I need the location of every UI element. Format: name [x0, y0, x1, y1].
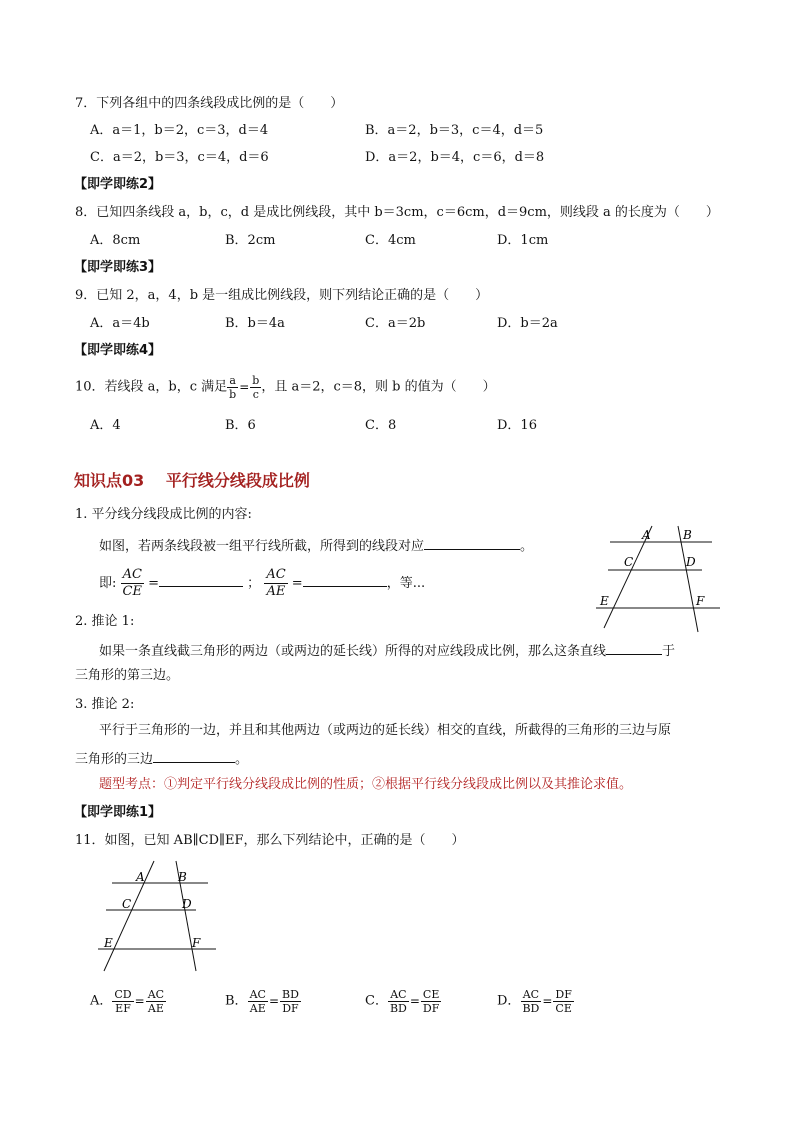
answer-blank[interactable]: [153, 750, 235, 763]
question-10-stem: 10．若线段 a，b，c 满足 $\frac{a}{b}$ = $\frac{b}{c}$ ，且 a＝2，c＝8，则 b 的值为（ ）: [75, 373, 496, 401]
answer-blank[interactable]: [424, 537, 520, 550]
point-label-a: A: [136, 870, 145, 884]
point-label-e: E: [600, 594, 609, 608]
point-label-d: D: [686, 555, 696, 569]
point-label-b: B: [178, 870, 187, 884]
point-label-f: F: [696, 594, 705, 608]
q7-option-a: A．a＝1，b＝2，c＝3，d＝4: [90, 123, 269, 138]
fraction-b-over-c: $\frac{b}{c}$: [252, 373, 260, 401]
q7-option-d: D．a＝2，b＝4，c＝6，d＝8: [365, 150, 545, 165]
answer-blank[interactable]: [159, 574, 243, 587]
answer-blank[interactable]: [606, 642, 662, 655]
knowledge-3-head: 3. 推论 2:: [75, 697, 135, 712]
practice-tag-4: 【即学即练4】: [74, 343, 162, 358]
question-7-stem: 7．下列各组中的四条线段成比例的是（ ）: [75, 96, 344, 111]
q10-post: ，且 a＝2，c＝8，则 b 的值为（ ）: [261, 379, 496, 395]
q10-option-c: C．8: [365, 418, 397, 433]
q11-option-c: C． $\frac{AC}{BD}$ = $\frac{CE}{DF}$: [365, 987, 440, 1015]
q8-option-b: B．2cm: [225, 233, 276, 248]
point-label-c: C: [122, 897, 132, 911]
answer-blank[interactable]: [303, 574, 387, 587]
parallel-lines-figure-top: [590, 522, 730, 634]
point-label-d: D: [182, 897, 192, 911]
question-11-stem: 11．如图，已知 AB∥CD∥EF，那么下列结论中，正确的是（ ）: [75, 833, 465, 848]
point-label-a: A: [642, 528, 651, 542]
q9-option-d: D．b＝2a: [497, 316, 558, 331]
q11-option-d: D． $\frac{AC}{BD}$ = $\frac{DF}{CE}$: [497, 987, 572, 1015]
q11-option-b: B． $\frac{AC}{AE}$ = $\frac{BD}{DF}$: [225, 987, 299, 1015]
q7-option-b: B．a＝2，b＝3，c＝4，d＝5: [365, 123, 544, 138]
knowledge-2-body-2: 三角形的第三边。: [75, 668, 180, 683]
point-label-c: C: [624, 555, 634, 569]
knowledge-2-body: 如果一条直线截三角形的两边（或两边的延长线）所得的对应线段成比例，那么这条直线 于: [99, 644, 676, 659]
tips-text: 题型考点：①判定平行线分线段成比例的性质；②根据平行线分线段成比例以及其推论求值。: [99, 777, 633, 792]
knowledge-1-formula: 即: $\frac{AC}{CE}$ = ； $\frac{AC}{AE}$ = ，等...: [99, 567, 426, 599]
practice-tag-3: 【即学即练3】: [74, 260, 162, 275]
question-8-stem: 8．已知四条线段 a，b，c，d 是成比例线段，其中 b＝3cm，c＝6cm，d＝9cm，则线段 a 的长度为（ ）: [75, 205, 719, 220]
question-9-stem: 9．已知 2，a，4，b 是一组成比例线段，则下列结论正确的是（ ）: [75, 288, 489, 303]
knowledge-1-body: 如图，若两条线段被一组平行线所截，所得到的线段对应 。: [99, 539, 534, 554]
point-label-f: F: [192, 936, 201, 950]
fraction-ac-over-ae: $\frac{AC}{AE}$: [266, 567, 286, 599]
knowledge-2-head: 2. 推论 1:: [75, 614, 135, 629]
section-heading: 知识点03 平行线分线段成比例: [74, 471, 310, 490]
practice-tag-2: 【即学即练2】: [74, 177, 162, 192]
fraction-a-over-b: $\frac{a}{b}$: [229, 373, 237, 401]
point-label-b: B: [683, 528, 692, 542]
point-label-e: E: [104, 936, 113, 950]
q11-option-a: A． $\frac{CD}{EF}$ = $\frac{AC}{AE}$: [90, 987, 165, 1015]
q9-option-b: B．b＝4a: [225, 316, 285, 331]
q10-option-d: D．16: [497, 418, 537, 433]
q10-option-a: A．4: [90, 418, 121, 433]
knowledge-3-body-2: 三角形的三边 。: [75, 752, 249, 767]
q8-option-a: A．8cm: [90, 233, 141, 248]
q8-option-d: D．1cm: [497, 233, 549, 248]
knowledge-3-body: 平行于三角形的一边，并且和其他两边（或两边的延长线）相交的直线，所截得的三角形的三边与原: [99, 723, 672, 738]
knowledge-1-head: 1. 平分线分线段成比例的内容:: [75, 507, 252, 522]
q9-option-c: C．a＝2b: [365, 316, 426, 331]
q7-option-c: C．a＝2，b＝3，c＝4，d＝6: [90, 150, 269, 165]
parallel-lines-figure-q11: [90, 858, 225, 978]
q10-pre: 10．若线段 a，b，c 满足: [75, 379, 228, 395]
q9-option-a: A．a＝4b: [90, 316, 150, 331]
q8-option-c: C．4cm: [365, 233, 416, 248]
practice-tag-1: 【即学即练1】: [74, 805, 162, 820]
fraction-ac-over-ce: $\frac{AC}{CE}$: [122, 567, 142, 599]
q10-option-b: B．6: [225, 418, 256, 433]
